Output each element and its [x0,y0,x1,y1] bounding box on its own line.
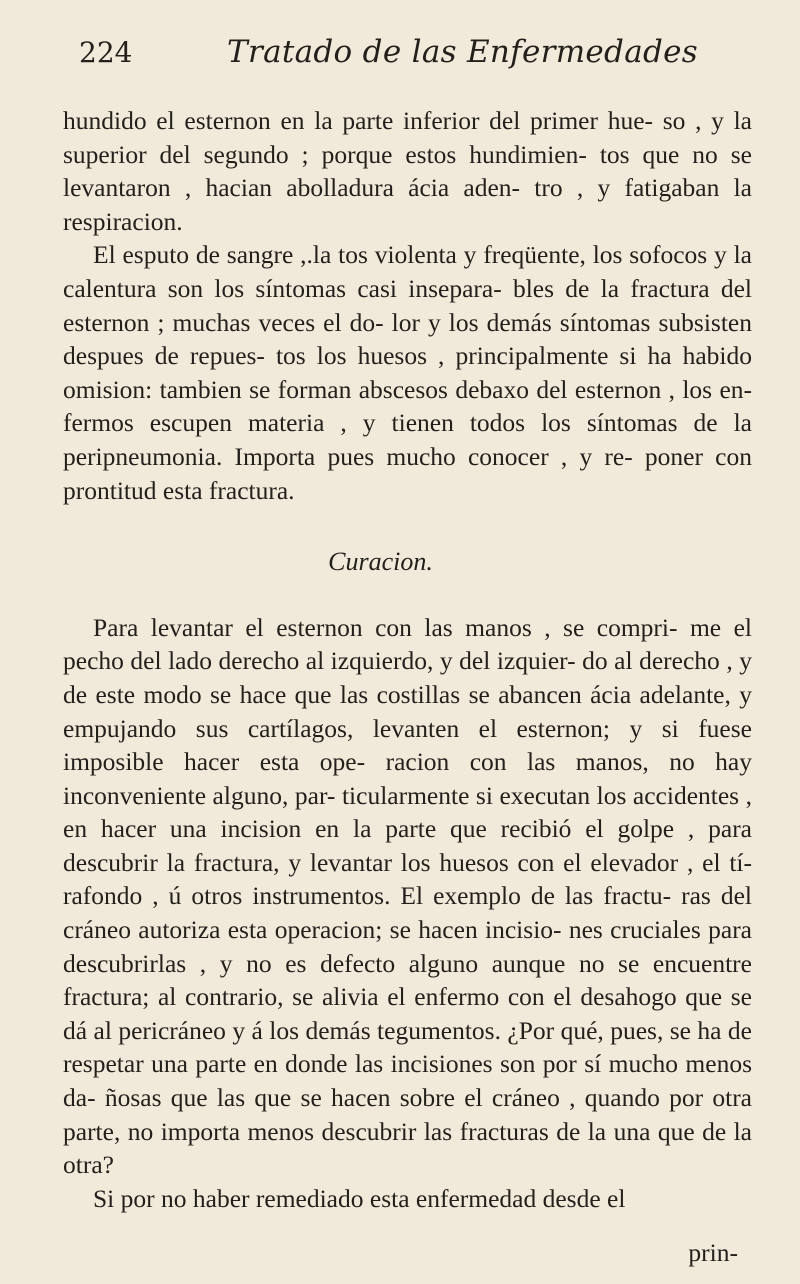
running-title: Tratado de las Enfermedades [227,34,698,70]
body-text [63,104,752,1215]
running-head [63,34,752,78]
paragraph-4: Si por no haber remediado esta enfermedad desde el [93,1183,626,1213]
catchword: prin- [688,1238,738,1267]
section-heading: Curacion. [328,547,433,577]
paragraph-2: El esputo de sangre ,.la tos violenta y freqüente, los sofocos y la calentura son los síntomas casi insepara- bles de la fractura del esternon ; muchas veces el do- lor y los demás síntomas subsisten despues de repues- tos los huesos , principalmente si ha habido omision: tambien se forman abscesos debaxo del esternon , los en- fermos escupen materia , y tienen todos los síntomas de la peripneumonia. Importa pues mucho conocer , y re- poner con prontitud esta fractura. [63,240,752,505]
paragraph-3: Para levantar el esternon con las manos , se compri- me el pecho del lado derecho al izquierdo, y del izquier- do al derecho , y de este modo se hace que las costillas se abancen ácia adelante, y empujando sus cartílagos, levanten el esternon; y si fuese imposible hacer esta ope- racion con las manos, no hay inconveniente alguno, par- ticularmente si executan los accidentes , en hacer una incision en la parte que recibió el golpe , para descubrir la fractura, y levantar los huesos con el elevador , el tí- rafondo , ú otros instrumentos. El exemplo de las fractu- ras del cráneo autoriza esta operacion; se hacen incisio- nes cruciales para descubrirlas , y no es defecto alguno aunque no se encuentre fractura; al contrario, se alivia el enfermo con el desahogo que se dá al pericráneo y á los demás tegumentos. ¿Por qué, pues, se ha de respetar una parte en donde las incisiones son por sí mucho menos da- ñosas que las que se hacen sobre el cráneo , quando por otra parte, no importa menos descubrir las fracturas de la una que de la otra? [63,612,752,1180]
page-number: 224 [79,36,133,69]
paragraph-1: hundido el esternon en la parte inferior del primer hue- so , y la superior del segundo ; porque estos hundimien- tos que no se levantaron , hacian abolladura ácia aden- tro , y fatigaban la respiracion. [63,106,752,236]
